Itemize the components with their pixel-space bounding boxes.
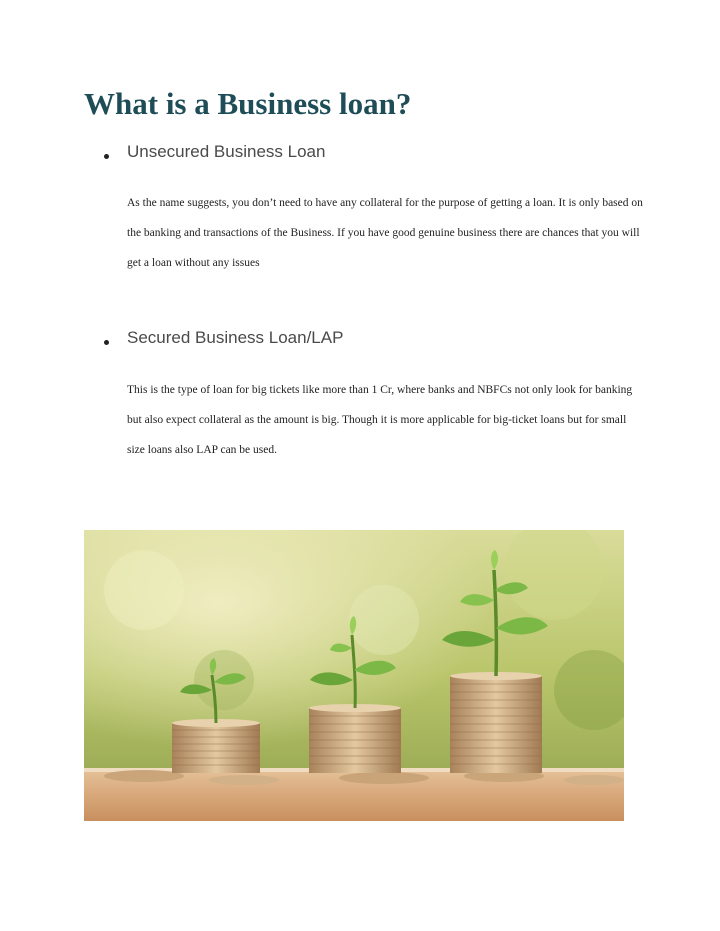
section-paragraph: As the name suggests, you don’t need to have any collateral for the purpose of getting a loan. It is only based on the banking and transactions of the Business. If you have good genuine business there are chances that you will get a loan without any issues xyxy=(127,197,643,269)
page-title: What is a Business loan? xyxy=(84,86,412,121)
section-paragraph: This is the type of loan for big tickets like more than 1 Cr, where banks and NBFCs not only look for banking but also expect collateral as the amount is big. Though it is more applicable for big-ticket loans but for small size loans also LAP can be used. xyxy=(127,384,633,456)
bullet-icon xyxy=(104,154,109,159)
section-heading: Unsecured Business Loan xyxy=(127,142,326,161)
coins-plants-photo xyxy=(84,530,624,821)
section-heading: Secured Business Loan/LAP xyxy=(127,328,344,347)
bullet-icon xyxy=(104,340,109,345)
